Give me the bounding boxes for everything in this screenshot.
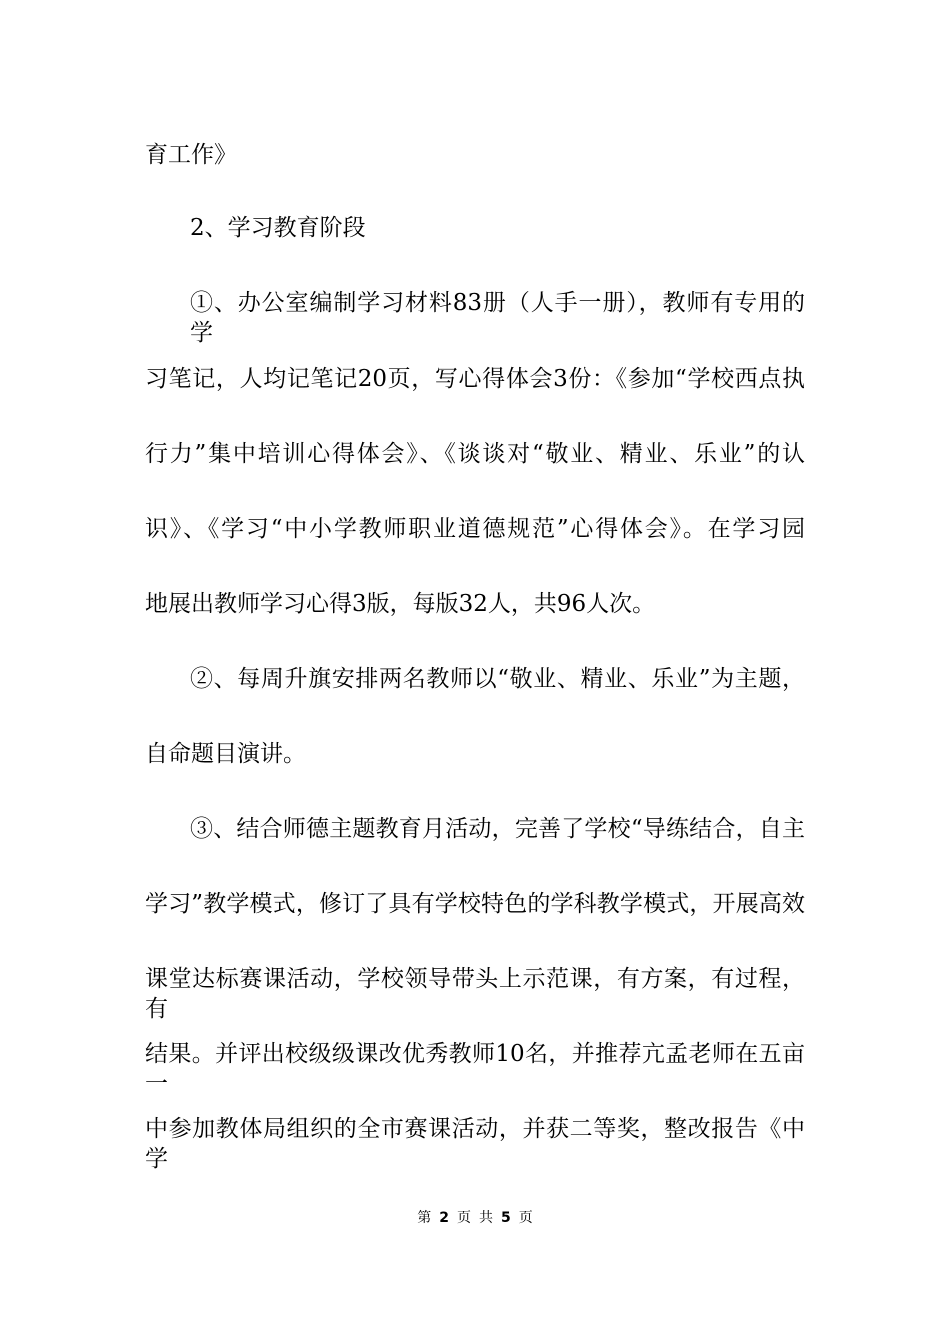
- footer-total-word: 共: [479, 1210, 493, 1226]
- text-line: 识》、《学习“中小学教师职业道德规范”心得体会》。在学习园: [145, 516, 805, 542]
- total-page-number: 5: [501, 1210, 511, 1226]
- text-line: 地展出教师学习心得3版，每版32人，共96人次。: [145, 591, 656, 617]
- text-line: 课堂达标赛课活动，学校领导带头上示范课，有方案，有过程，有: [145, 966, 805, 1022]
- section-heading: 2、学习教育阶段: [190, 215, 366, 241]
- text-line: ③、结合师德主题教育月活动，完善了学校“导练结合，自主: [190, 816, 805, 842]
- footer-suffix: 页: [518, 1210, 533, 1226]
- text-line: 行力”集中培训心得体会》、《谈谈对“敬业、精业、乐业”的认: [145, 441, 805, 467]
- footer-prefix: 第: [417, 1210, 432, 1226]
- text-line: 习笔记，人均记笔记20页，写心得体会3份：《参加“学校西点执: [145, 366, 805, 392]
- text-line: 学习”教学模式，修订了具有学校特色的学科教学模式，开展高效: [145, 891, 805, 917]
- text-line: 育工作》: [145, 142, 237, 168]
- footer-page-word: 页: [457, 1210, 471, 1226]
- text-line: 结果。并评出校级级课改优秀教师10名，并推荐亢孟老师在五亩一: [145, 1041, 805, 1097]
- text-line: 自命题目演讲。: [145, 741, 306, 767]
- page-footer: [0, 1208, 950, 1228]
- current-page-number: 2: [439, 1210, 449, 1226]
- text-line: ②、每周升旗安排两名教师以“敬业、精业、乐业”为主题，: [190, 666, 805, 692]
- text-line: ①、办公室编制学习材料83册（人手一册），教师有专用的学: [190, 290, 805, 346]
- text-line: 中参加教体局组织的全市赛课活动，并获二等奖，整改报告《中学: [145, 1116, 805, 1172]
